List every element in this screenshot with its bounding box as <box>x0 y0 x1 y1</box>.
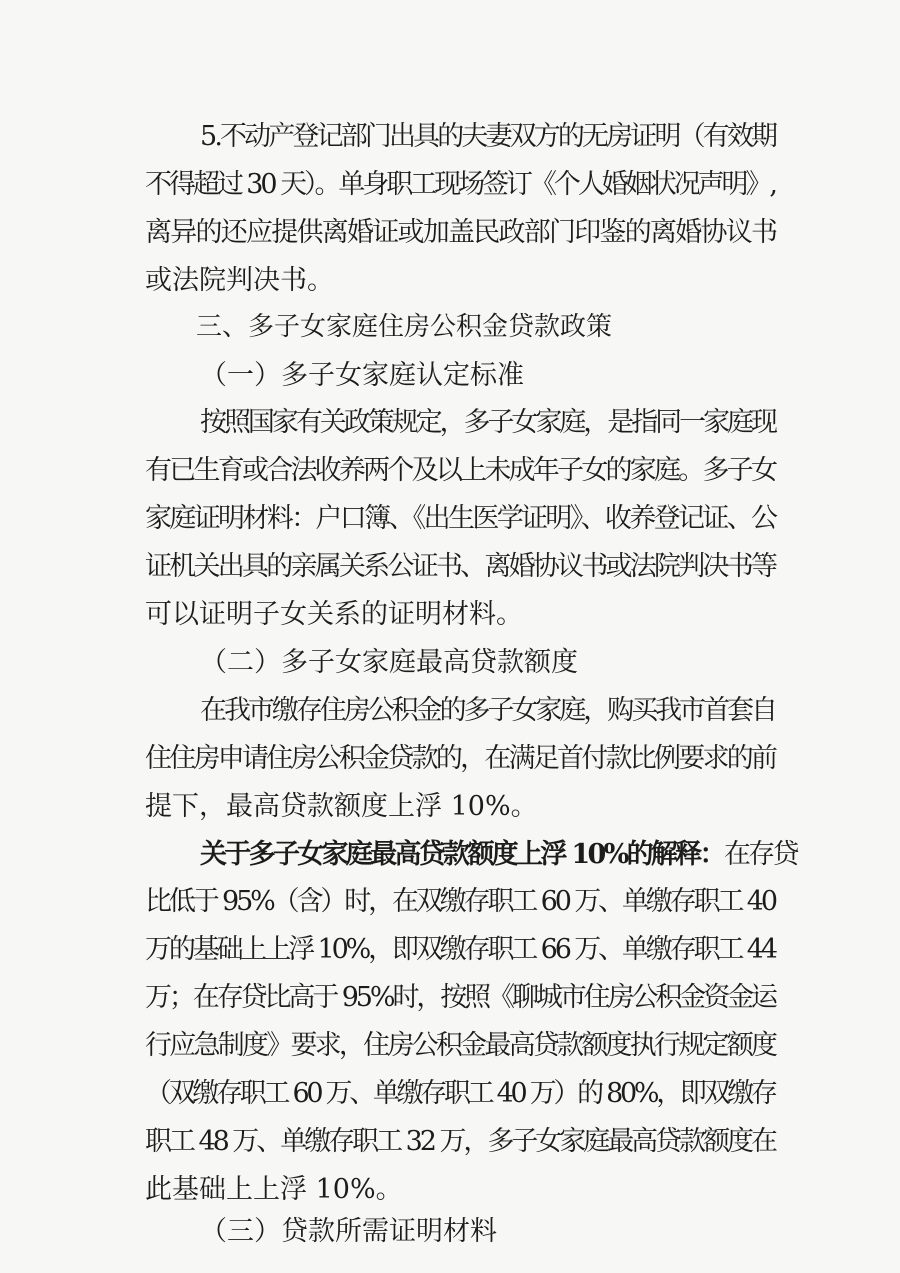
explanation-first-rest: 在存贷 <box>723 838 797 870</box>
explanation-line-7: 职工 48 万、单缴存职工 32 万，多子女家庭最高贷款额度在 <box>145 1125 775 1157</box>
sub3-title: （三）贷款所需证明材料 <box>200 1216 497 1247</box>
sub2-line-1: 在我市缴存住房公积金的多子女家庭，购买我市首套自 <box>200 694 775 726</box>
explanation-line-8: 此基础上上浮 10%。 <box>145 1173 403 1205</box>
sub1-line-1: 按照国家有关政策规定，多子女家庭，是指同一家庭现 <box>200 407 775 439</box>
explanation-bold-lead: 关于多子女家庭最高贷款额度上浮 10%的解释： <box>200 838 724 870</box>
sub1-title: （一）多子女家庭认定标准 <box>200 359 524 391</box>
explanation-line-2: 比低于 95%（含）时，在双缴存职工 60 万、单缴存职工 40 <box>145 886 775 918</box>
sub1-line-3: 家庭证明材料：户口簿、《出生医学证明》、收养登记证、公 <box>145 503 776 535</box>
item5-line-4: 或法院判决书。 <box>145 264 334 296</box>
explanation-line-3: 万的基础上上浮 10%，即双缴存职工 66 万、单缴存职工 44 <box>145 934 775 966</box>
explanation-line-1 <box>200 838 797 872</box>
sub2-line-2: 住住房申请住房公积金贷款的，在满足首付款比例要求的前 <box>145 742 776 774</box>
sub2-line-3: 提下，最高贷款额度上浮 10%。 <box>145 790 538 822</box>
sub2-title: （二）多子女家庭最高贷款额度 <box>200 646 578 678</box>
sub1-line-2: 有已生育或合法收养两个及以上未成年子女的家庭。多子女 <box>145 455 776 487</box>
item5-line-1: 5.不动产登记部门出具的夫妻双方的无房证明（有效期 <box>200 121 776 152</box>
sub1-line-4: 证机关出具的亲属关系公证书、离婚协议书或法院判决书等 <box>145 551 776 583</box>
section3-title: 三、多子女家庭住房公积金贷款政策 <box>196 311 613 342</box>
item5-line-2: 不得超过 30 天）。单身职工现场签订《个人婚姻状况声明》, <box>145 168 775 200</box>
sub1-line-5: 可以证明子女关系的证明材料。 <box>145 599 523 631</box>
explanation-line-5: 行应急制度》要求，住房公积金最高贷款额度执行规定额度 <box>145 1030 776 1062</box>
explanation-line-6: （双缴存职工 60 万、单缴存职工 40 万）的 80%，即双缴存 <box>145 1078 775 1110</box>
item5-line-3: 离异的还应提供离婚证或加盖民政部门印鉴的离婚协议书 <box>145 216 777 248</box>
explanation-line-4: 万；在存贷比高于 95%时，按照《聊城市住房公积金资金运 <box>145 982 775 1014</box>
